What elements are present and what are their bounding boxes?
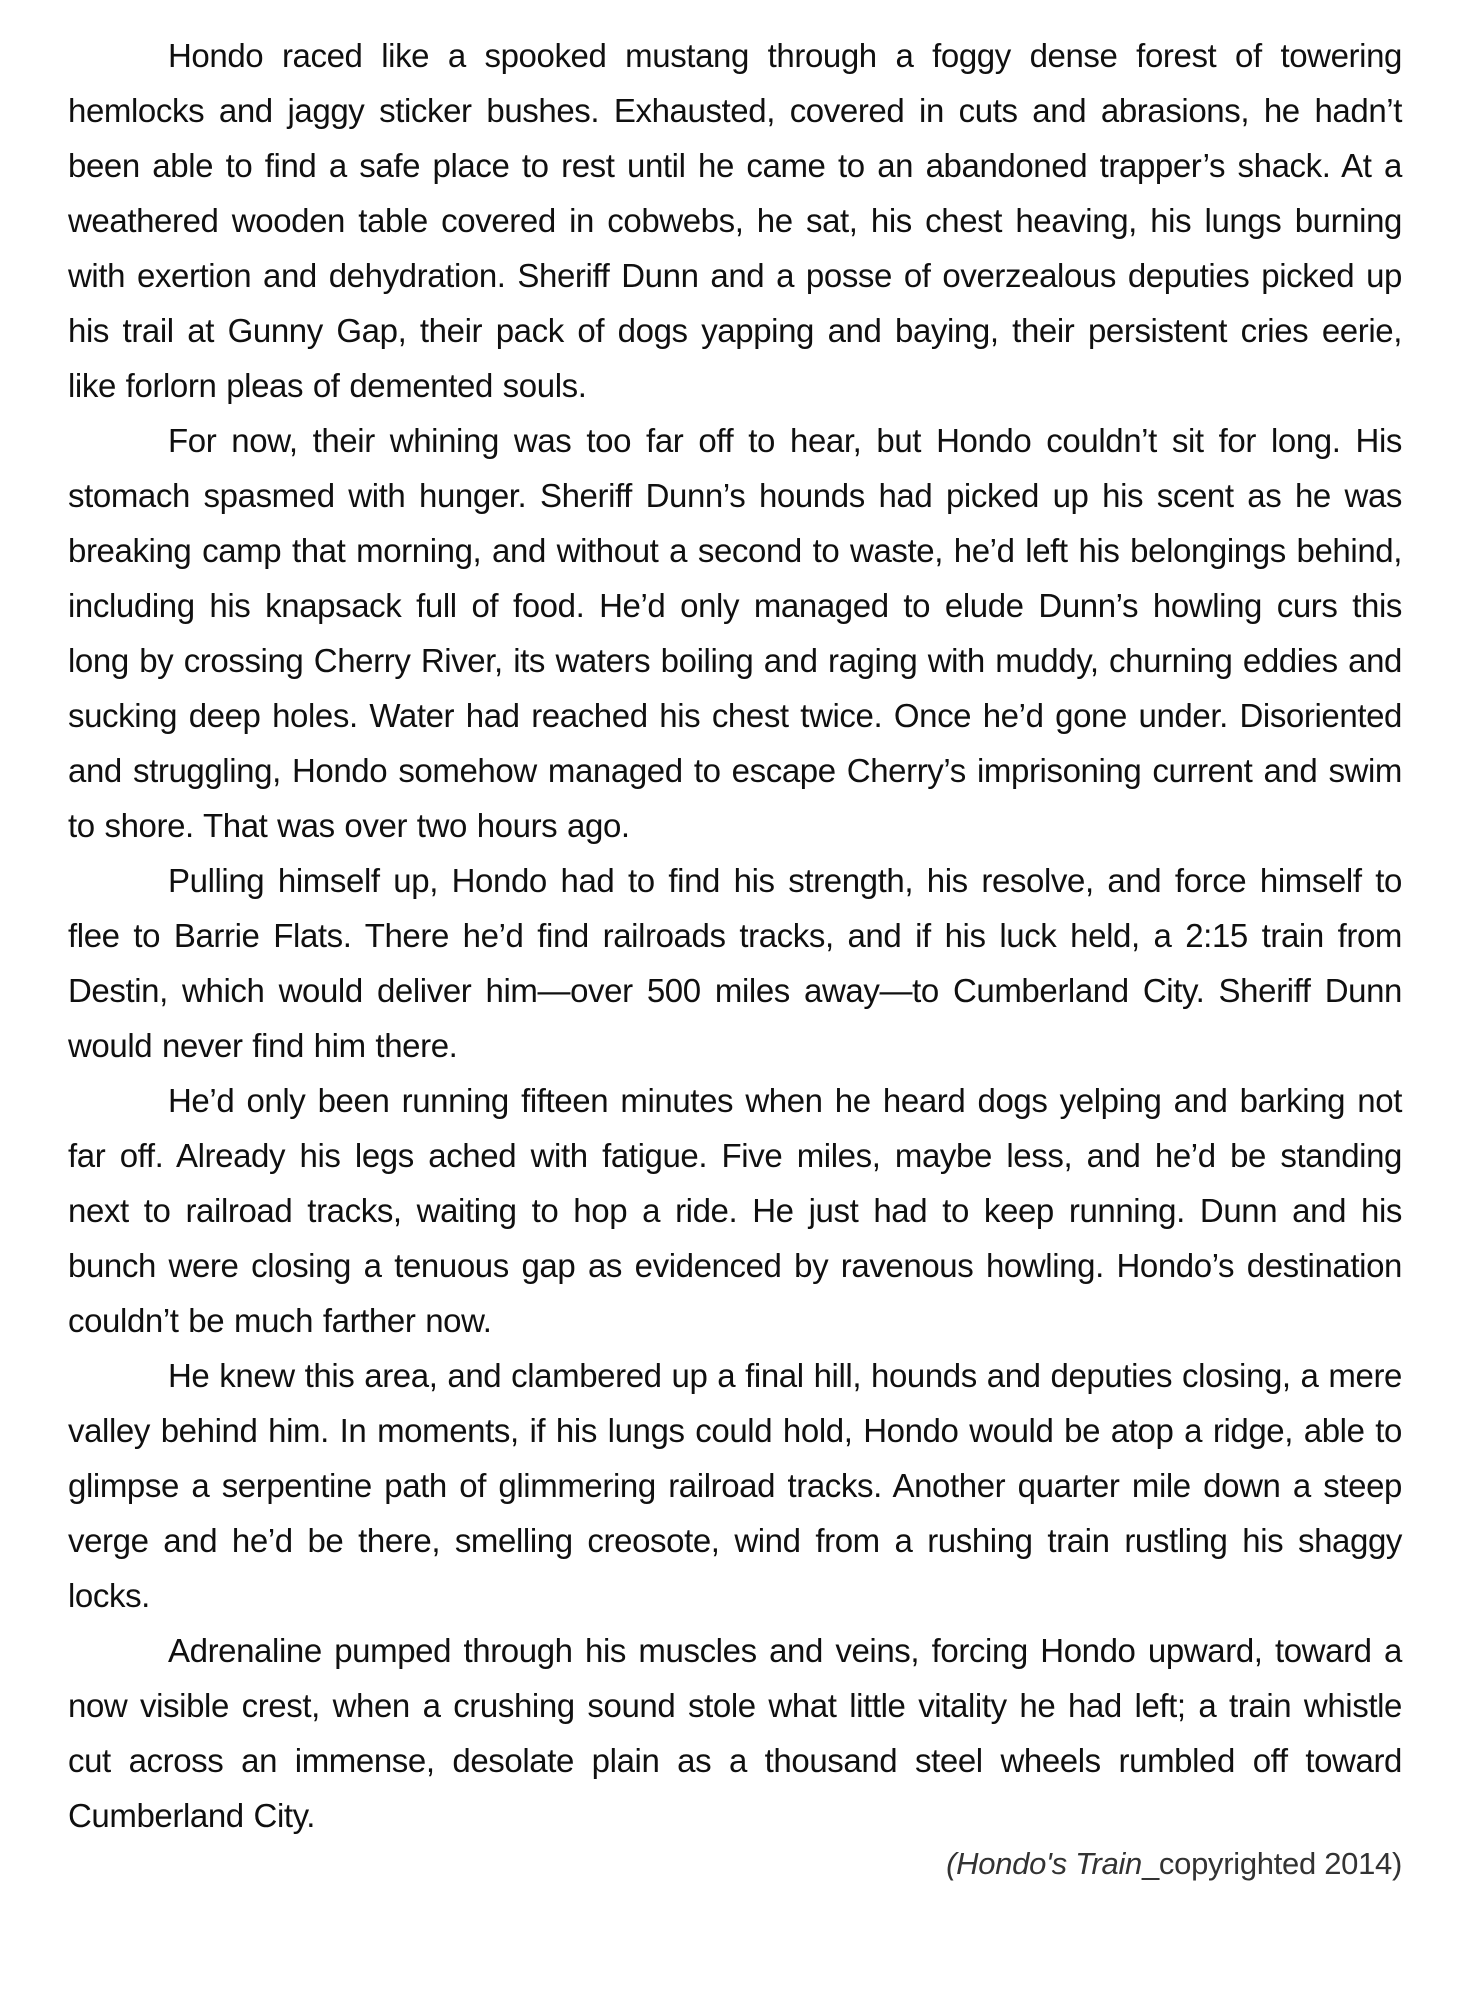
story-paragraph: Hondo raced like a spooked mustang through a foggy dense forest of towering hemlocks and jaggy sticker bushes. Exhausted, covered in cuts and abrasions, he hadn’t been able to find a safe place to rest until he came to an abandoned trapper’s shack. At a weathered wooden table covered in cobwebs, he sat, his chest heaving, his lungs burning with exertion and dehydration. Sheriff Dunn and a posse of overzealous deputies picked up his trail at Gunny Gap, their pack of dogs yapping and baying, their persistent cries eerie, like forlorn pleas of demented souls. (68, 37, 1402, 404)
attribution-title: (Hondo's Train (946, 1846, 1142, 1881)
story-paragraph: He knew this area, and clambered up a final hill, hounds and deputies closing, a mere valley behind him. In moments, if his lungs could hold, Hondo would be atop a ridge, able to glimpse a serpentine path of glimmering railroad tracks. Another quarter mile down a steep verge and he’d be there, smelling creosote, wind from a rushing train rustling his shaggy locks. (68, 1357, 1402, 1614)
attribution-suffix: _copyrighted 2014) (1141, 1846, 1402, 1881)
attribution (68, 1839, 1402, 1889)
story-paragraph: Adrenaline pumped through his muscles and veins, forcing Hondo upward, toward a now visible crest, when a crushing sound stole what little vitality he had left; a train whistle cut across an immense, desolate plain as a thousand steel wheels rumbled off toward Cumberland City. (68, 1632, 1402, 1834)
story-body (68, 28, 1402, 1843)
story-paragraph: He’d only been running fifteen minutes when he heard dogs yelping and barking not far off. Already his legs ached with fatigue. Five miles, maybe less, and he’d be standing next to railroad tracks, waiting to hop a ride. He just had to keep running. Dunn and his bunch were closing a tenuous gap as evidenced by ravenous howling. Hondo’s destination couldn’t be much farther now. (68, 1082, 1402, 1339)
story-paragraph: Pulling himself up, Hondo had to find his strength, his resolve, and force himself to flee to Barrie Flats. There he’d find railroads tracks, and if his luck held, a 2:15 train from Destin, which would deliver him—over 500 miles away—to Cumberland City. Sheriff Dunn would never find him there. (68, 862, 1402, 1064)
story-paragraph: For now, their whining was too far off to hear, but Hondo couldn’t sit for long. His stomach spasmed with hunger. Sheriff Dunn’s hounds had picked up his scent as he was breaking camp that morning, and without a second to waste, he’d left his belongings behind, including his knapsack full of food. He’d only managed to elude Dunn’s howling curs this long by crossing Cherry River, its waters boiling and raging with muddy, churning eddies and sucking deep holes. Water had reached his chest twice. Once he’d gone under. Disoriented and struggling, Hondo somehow managed to escape Cherry’s imprisoning current and swim to shore. That was over two hours ago. (68, 422, 1402, 844)
